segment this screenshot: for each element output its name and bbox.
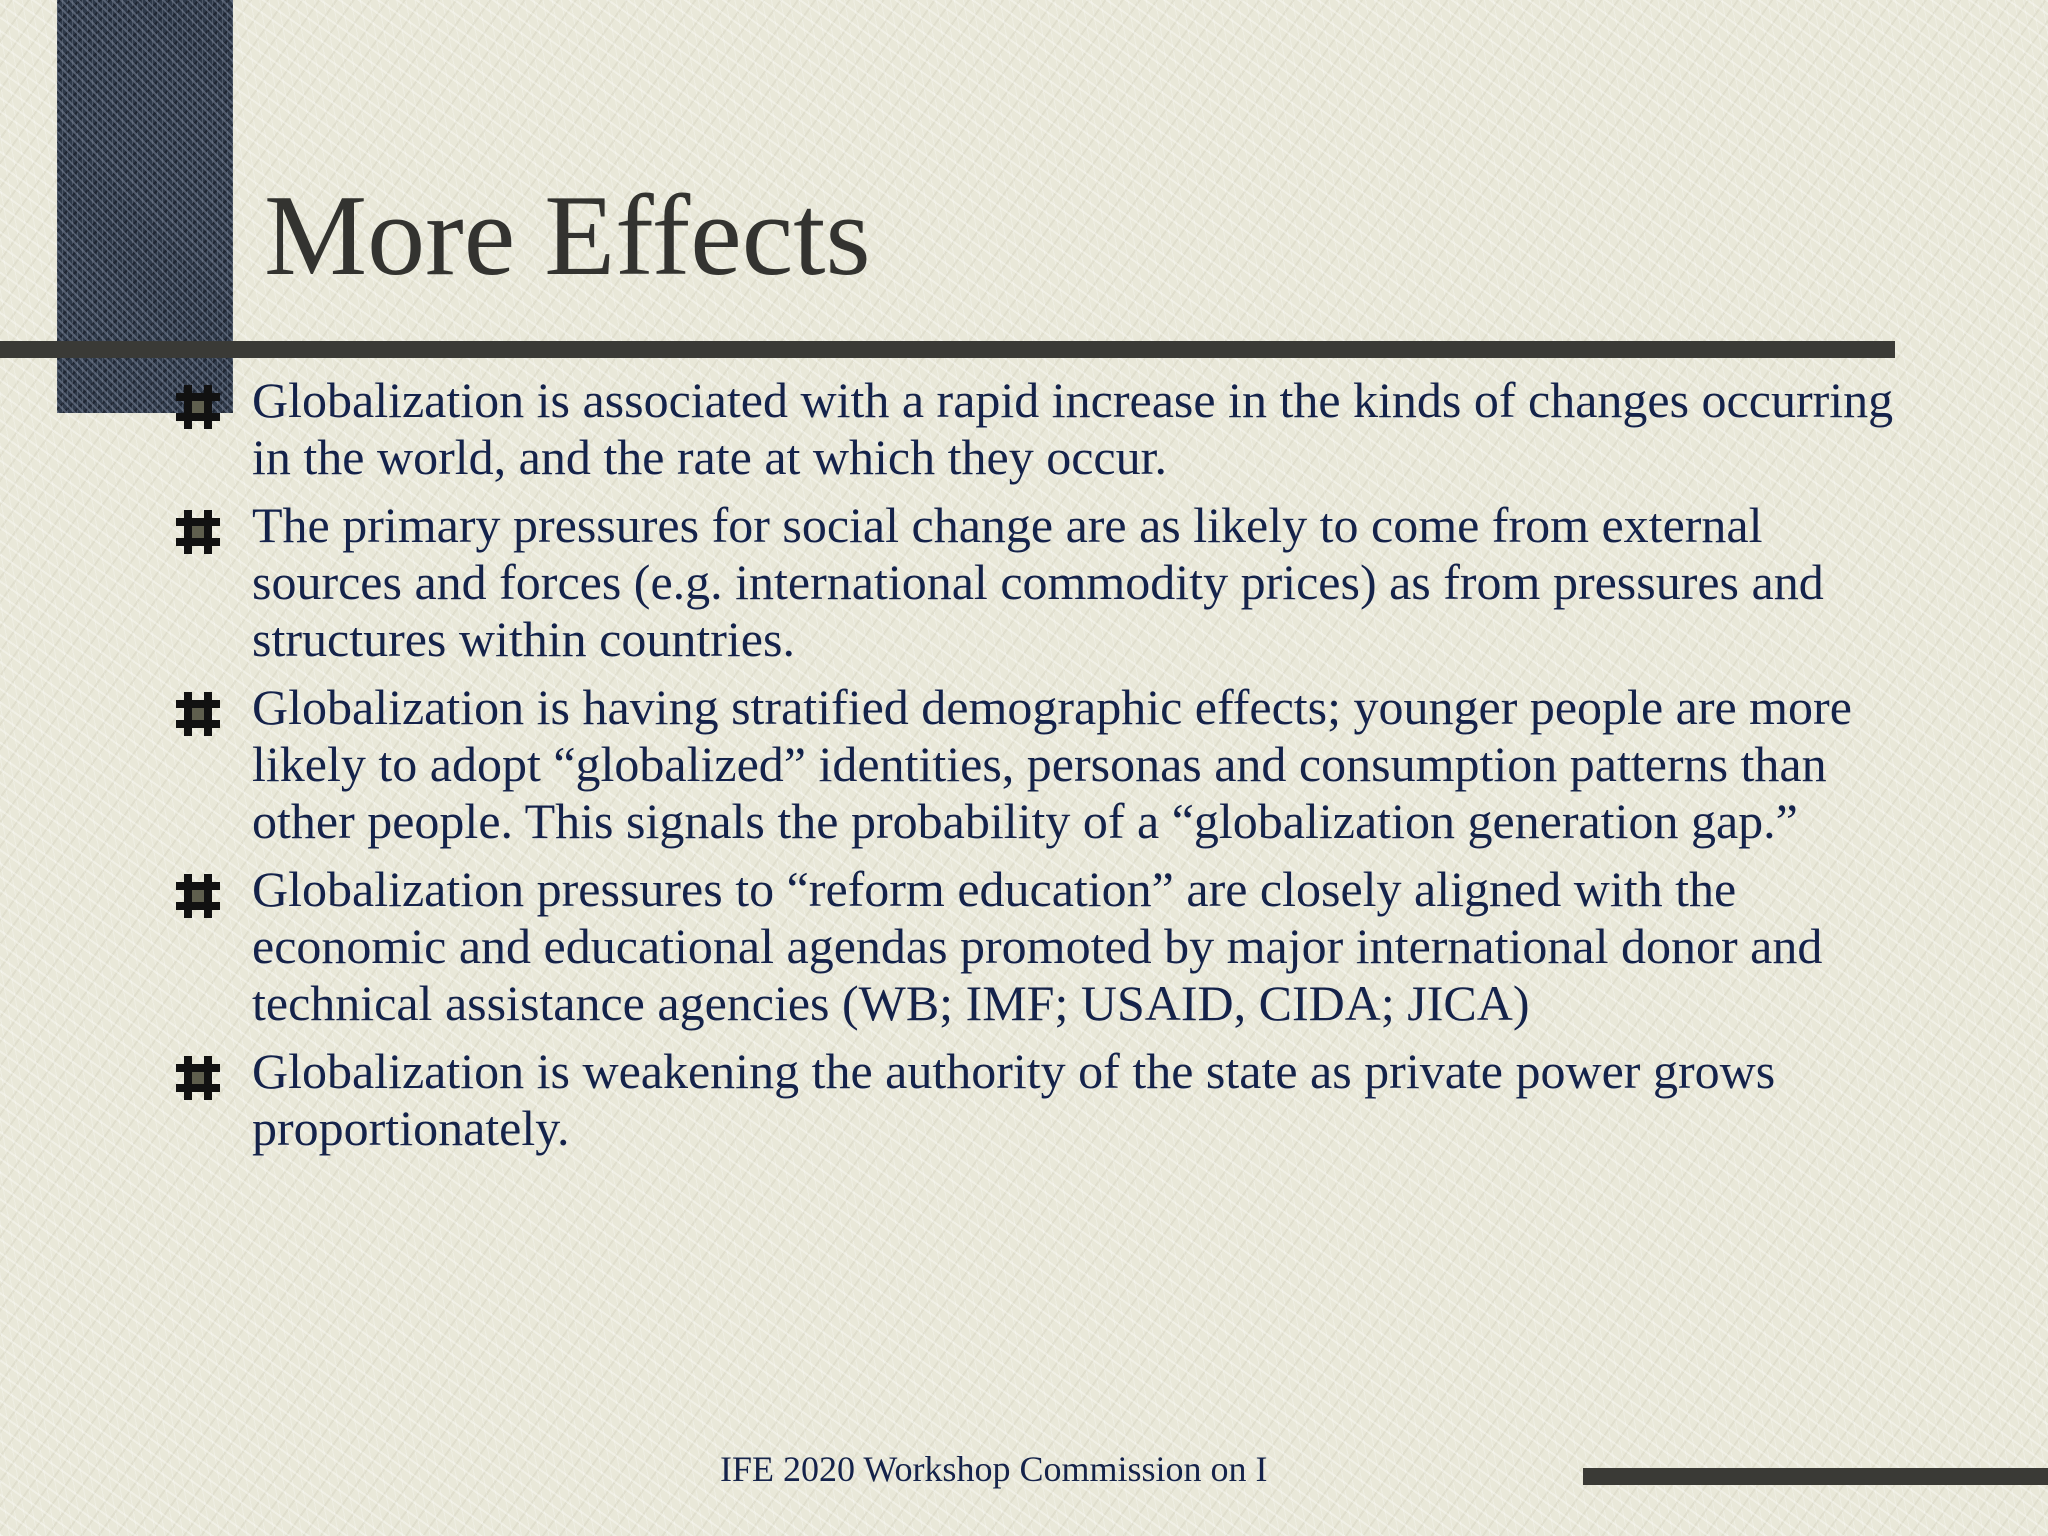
bullet-text: Globalization pressures to “reform education” are closely aligned with the economic and educational agendas promoted by major international donor and technical assistance agencies (WB; IMF; USAID, CIDA; JICA) bbox=[252, 861, 1823, 1031]
hash-bullet-icon bbox=[176, 385, 220, 429]
footer-accent-bar bbox=[1583, 1468, 2048, 1485]
bullet-item bbox=[170, 1043, 1910, 1157]
hash-bullet-icon bbox=[176, 692, 220, 736]
bullet-item bbox=[170, 679, 1910, 850]
hash-bullet-icon bbox=[176, 874, 220, 918]
title-divider-bar bbox=[0, 341, 1895, 358]
bullet-list bbox=[170, 372, 1910, 1157]
bullet-item bbox=[170, 497, 1910, 668]
slide-title: More Effects bbox=[264, 172, 871, 300]
hash-bullet-icon bbox=[176, 1056, 220, 1100]
bullet-item bbox=[170, 372, 1910, 486]
bullet-text: Globalization is associated with a rapid increase in the kinds of changes occurring in the world, and the rate at which they occur. bbox=[252, 372, 1894, 485]
slide-footer: IFE 2020 Workshop Commission on I bbox=[720, 1449, 1268, 1489]
bullet-text: Globalization is weakening the authority of the state as private power grows proportionately. bbox=[252, 1043, 1776, 1156]
bullet-text: Globalization is having stratified demographic effects; younger people are more likely to adopt “globalized” identities, personas and consumption patterns than other people. This signals the probability of a “globalization generation gap.” bbox=[252, 679, 1852, 849]
bullet-item bbox=[170, 861, 1910, 1032]
hash-bullet-icon bbox=[176, 510, 220, 554]
bullet-text: The primary pressures for social change are as likely to come from external sources and forces (e.g. international commodity prices) as from pressures and structures within countries. bbox=[252, 497, 1824, 667]
